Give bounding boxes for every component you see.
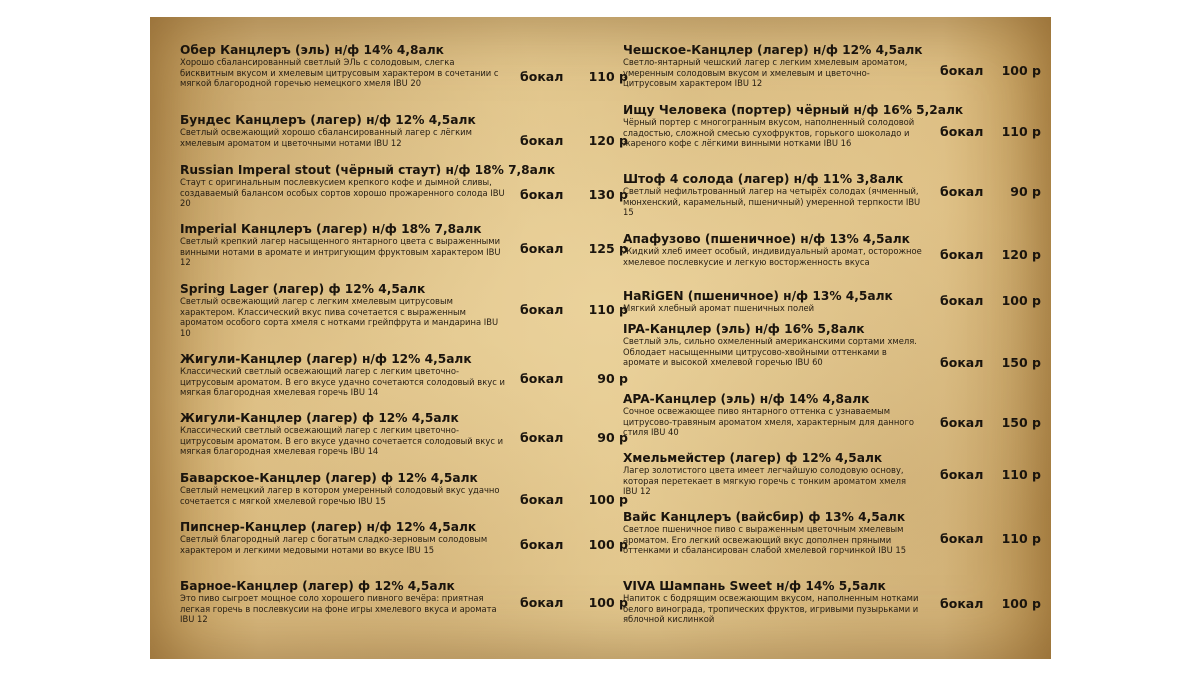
- menu-item: [623, 451, 1051, 497]
- menu-item-title: Жигули-Канцлер (лагер) н/ф 12% 4,5алк: [180, 352, 472, 366]
- menu-item-description: Это пиво сыгроет мощное соло хорошего пивного вечёра: приятная легкая горечь в послевкусии на фоне игры хмелевого вкуса и аромата IBU 12: [180, 593, 497, 625]
- menu-item-glass-label: бокал: [940, 293, 984, 308]
- menu-item-price: 130 р: [588, 187, 628, 202]
- menu-item-description: Лагер золотистого цвета имеет легчайшую солодовую основу, которая перетекает в мягкую горечь с тонким ароматом хмеля IBU 12: [623, 465, 907, 497]
- menu-item-glass-label: бокал: [520, 133, 564, 148]
- menu-item-price: 100 р: [588, 492, 628, 507]
- menu-item-title: Spring Lager (лагер) ф 12% 4,5алк: [180, 282, 426, 296]
- menu-item-price: 100 р: [1001, 596, 1041, 611]
- menu-item-glass-label: бокал: [520, 430, 564, 445]
- menu-item-price: 100 р: [1001, 293, 1041, 308]
- menu-item-glass-label: бокал: [520, 595, 564, 610]
- menu-item-price: 100 р: [588, 537, 628, 552]
- menu-item-glass-label: бокал: [940, 124, 984, 139]
- menu-item-price: 150 р: [1001, 415, 1041, 430]
- menu-item-description: Классический светлый освежающий лагер с легким цветочно-цитрусовым ароматом. В его вкусе удачно сочетается солодовый вкус и мягкая благородная хмелевая горечь IBU 14: [180, 425, 504, 457]
- menu-item-title: Хмельмейстер (лагер) ф 12% 4,5алк: [623, 451, 883, 465]
- menu-item-price: 100 р: [588, 595, 628, 610]
- menu-item-description: Жидкий хлеб имеет особый, индивидуальный аромат, осторожное хмелевое послевкусие и легкую восторженность вкуса: [623, 246, 922, 267]
- menu-item: [180, 282, 628, 338]
- menu-item: [623, 579, 1051, 625]
- menu-item-price: 110 р: [1001, 467, 1041, 482]
- menu-item-glass-label: бокал: [520, 69, 564, 84]
- menu-item-title: Барное-Канцлер (лагер) ф 12% 4,5алк: [180, 579, 455, 593]
- menu-item-title: Russian Imperal stout (чёрный стаут) н/ф 18% 7,8алк: [180, 163, 556, 177]
- menu-item: [180, 520, 628, 555]
- menu-item-description: Светло-янтарный чешский лагер с легким хмелевым ароматом, умеренным солодовым вкусом и хмелевым и цветочно-цитрусовым характером IBU 12: [623, 57, 908, 89]
- menu-item-title: Пипснер-Канцлер (лагер) н/ф 12% 4,5алк: [180, 520, 477, 534]
- menu-item: [623, 103, 1051, 149]
- menu-item: [623, 392, 1051, 438]
- menu-item-glass-label: бокал: [940, 531, 984, 546]
- menu-item-price: 120 р: [1001, 247, 1041, 262]
- beer-menu-sheet: [150, 17, 1051, 659]
- menu-item-description: Светлый нефильтрованный лагер на четырёх солодах (ячменный, мюнхенский, карамельный, пшеничный) умеренной терпкости IBU 15: [623, 186, 921, 218]
- menu-item-glass-label: бокал: [940, 247, 984, 262]
- menu-item-price: 125 р: [588, 241, 628, 256]
- menu-item-title: VIVA Шампань Sweet н/ф 14% 5,5алк: [623, 579, 886, 593]
- menu-item-title: Бундес Канцлеръ (лагер) н/ф 12% 4,5алк: [180, 113, 476, 127]
- menu-item: [180, 471, 628, 507]
- menu-item: [623, 289, 1051, 314]
- menu-item-price: 110 р: [588, 69, 628, 84]
- menu-item-glass-label: бокал: [520, 537, 564, 552]
- menu-item-glass-label: бокал: [520, 302, 564, 317]
- menu-item-price: 90 р: [597, 371, 628, 386]
- menu-item-description: Светлый освежающий лагер с легким хмелевым цитрусовым характером. Классический вкус пива сочетается с выраженным ароматом особого сорта хмеля с нотками грейпфрута и мандарина IBU 10: [180, 296, 499, 338]
- menu-item-glass-label: бокал: [520, 492, 564, 507]
- menu-item: [623, 43, 1051, 89]
- menu-item-glass-label: бокал: [940, 355, 984, 370]
- menu-item-description: Светлый крепкий лагер насыщенного янтарного цвета с выраженными винными нотами в аромате и интригующим фруктовым характером IBU 12: [180, 236, 501, 268]
- menu-item: [623, 322, 1051, 368]
- menu-item-description: Напиток с бодрящим освежающим вкусом, наполненным нотками белого винограда, тропических фруктов, игривыми пузырьками и яблочной кислинкой: [623, 593, 919, 625]
- menu-item-description: Сочное освежающее пиво янтарного оттенка с узнаваемым цитрусово-травяным ароматом хмеля, характерным для данного стиля IBU 40: [623, 406, 914, 438]
- menu-item-glass-label: бокал: [520, 187, 564, 202]
- menu-item-title: HaRiGEN (пшеничное) н/ф 13% 4,5алк: [623, 289, 893, 303]
- menu-item-title: IPA-Канцлер (эль) н/ф 16% 5,8алк: [623, 322, 865, 336]
- menu-item-glass-label: бокал: [520, 371, 564, 386]
- menu-item-glass-label: бокал: [940, 63, 984, 78]
- menu-item-title: Imperial Канцлеръ (лагер) н/ф 18% 7,8алк: [180, 222, 482, 236]
- menu-item: [180, 163, 628, 209]
- menu-item-price: 150 р: [1001, 355, 1041, 370]
- menu-item-price: 110 р: [1001, 531, 1041, 546]
- menu-item-title: Ищу Человека (портер) чёрный н/ф 16% 5,2алк: [623, 103, 964, 117]
- menu-item: [180, 43, 628, 89]
- menu-item-title: Штоф 4 солода (лагер) н/ф 11% 3,8алк: [623, 172, 904, 186]
- menu-item-description: Светлый немецкий лагер в котором умеренный солодовый вкус удачно сочетается с мягкой хмелевой горечью IBU 15: [180, 485, 500, 506]
- menu-item-description: Светлый благородный лагер с богатым сладко-зерновым солодовым характером и легкими медовыми нотами во вкусе IBU 15: [180, 534, 488, 555]
- menu-item-description: Светлое пшеничное пиво с выраженным цветочным хмелевым ароматом. Его легкий освежающий вкус дополнен пряными оттенками и сбалансирован слабой хмелевой горчинкой IBU 15: [623, 524, 907, 556]
- menu-item-title: Апафузово (пшеничное) н/ф 13% 4,5алк: [623, 232, 910, 246]
- menu-item: [623, 510, 1051, 556]
- menu-item-glass-label: бокал: [940, 596, 984, 611]
- menu-item-title: APA-Канцлер (эль) н/ф 14% 4,8алк: [623, 392, 870, 406]
- menu-item-description: Хорошо сбалансированный светлый ЭЛь с солодовым, слегка бисквитным вкусом и хмелевым цитрусовым характером в сочетании с мягкой благородной горечью немецкого хмеля IBU 20: [180, 57, 499, 89]
- menu-item: [180, 222, 628, 268]
- menu-item-title: Чешское-Канцлер (лагер) н/ф 12% 4,5алк: [623, 43, 923, 57]
- menu-item-glass-label: бокал: [520, 241, 564, 256]
- menu-item: [180, 579, 628, 625]
- menu-item-price: 110 р: [588, 302, 628, 317]
- menu-item-title: Вайс Канцлеръ (вайсбир) ф 13% 4,5алк: [623, 510, 906, 524]
- menu-item: [180, 113, 628, 148]
- menu-item-description: Светлый эль, сильно охмеленный американскими сортами хмеля. Облодает насыщенными цитрусово-хвойными оттенками в аромате и высокой хмелевой горечью IBU 60: [623, 336, 917, 368]
- menu-item-price: 100 р: [1001, 63, 1041, 78]
- menu-item-glass-label: бокал: [940, 415, 984, 430]
- menu-item-price: 90 р: [597, 430, 628, 445]
- menu-item: [180, 411, 628, 457]
- menu-item-title: Жигули-Канцлер (лагер) ф 12% 4,5алк: [180, 411, 459, 425]
- menu-item-description: Классический светлый освежающий лагер с легким цветочно-цитрусовым ароматом. В его вкусе удачно сочетаются солодовый вкус и мягкая благородная хмелевая горечь IBU 14: [180, 366, 505, 398]
- menu-item-glass-label: бокал: [940, 184, 984, 199]
- menu-item: [623, 232, 1051, 267]
- menu-item-description: Чёрный портер с многогранным вкусом, наполненный солодовой сладостью, сложной смесью сухофруктов, горького шоколадо и жареного кофе с лёгкими винными нотками IBU 16: [623, 117, 915, 149]
- menu-item-price: 110 р: [1001, 124, 1041, 139]
- menu-item-title: Обер Канцлеръ (эль) н/ф 14% 4,8алк: [180, 43, 444, 57]
- menu-item-price: 120 р: [588, 133, 628, 148]
- menu-item-price: 90 р: [1010, 184, 1041, 199]
- menu-item-glass-label: бокал: [940, 467, 984, 482]
- menu-item-description: Стаут с оригинальным послевкусием крепкого кофе и дымной сливы, создаваемый балансом особых сортов хорошо прожаренного солода IBU 20: [180, 177, 505, 209]
- menu-item: [623, 172, 1051, 218]
- menu-item: [180, 352, 628, 398]
- menu-item-description: Светлый освежающий хорошо сбалансированный лагер с лёгким хмелевым ароматом и цветочными нотами IBU 12: [180, 127, 472, 148]
- menu-item-title: Баварское-Канцлер (лагер) ф 12% 4,5алк: [180, 471, 478, 485]
- menu-item-description: Мягкий хлебный аромат пшеничных полей: [623, 303, 815, 313]
